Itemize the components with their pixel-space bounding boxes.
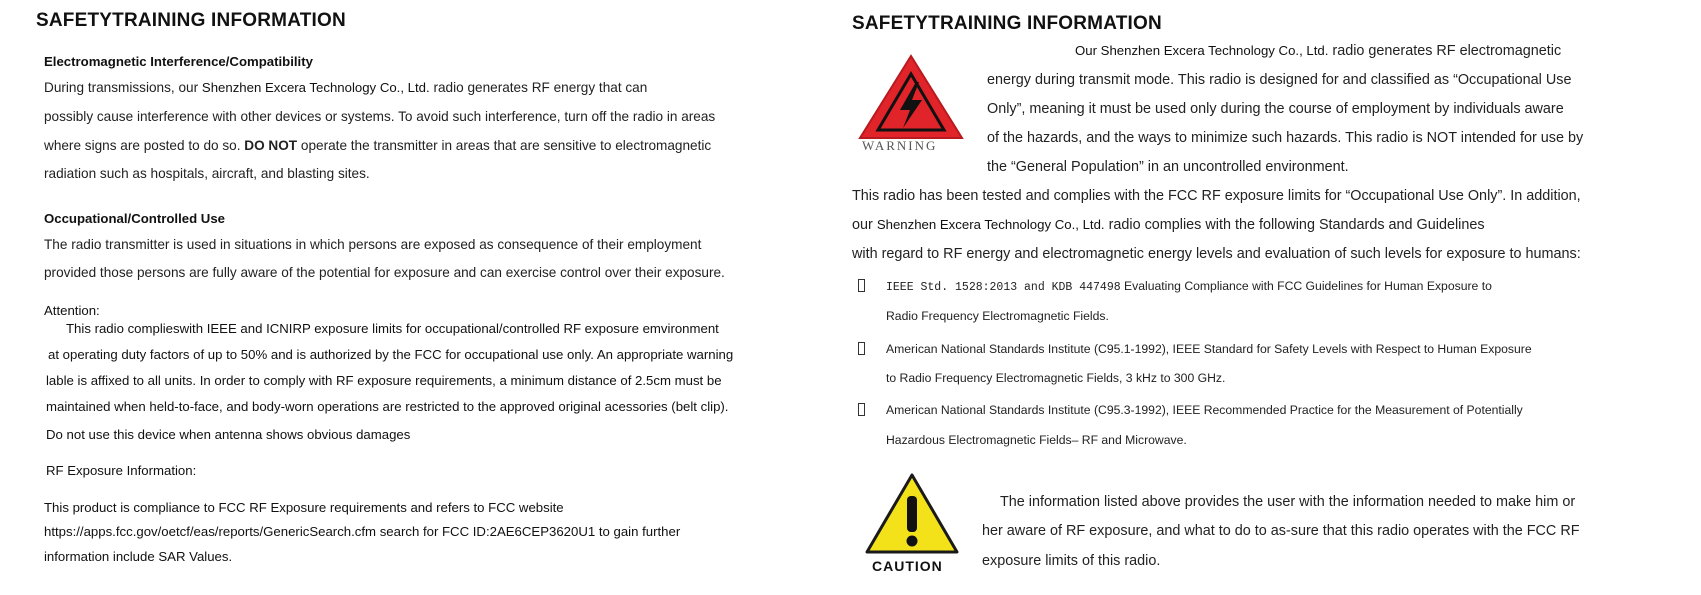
rf-line-1: This product is compliance to FCC RF Exposure requirements and refers to FCC website xyxy=(44,500,564,515)
emi-line-3 xyxy=(44,138,711,153)
attention-line-2: at operating duty factors of up to 50% and is authorized by the FCC for occupational use only. An appropriate warning xyxy=(48,347,734,362)
bullet-3-line-2: Hazardous Electromagnetic Fields– RF and Microwave. xyxy=(886,433,1187,447)
company-name: Our Shenzhen Excera Technology Co., Ltd. xyxy=(1075,43,1329,58)
occ-line-1: The radio transmitter is used in situations in which persons are exposed as consequence of their employment xyxy=(44,237,702,252)
caution-line-1: The information listed above provides the user with the information needed to make him or xyxy=(1000,494,1576,510)
caution-triangle-icon xyxy=(864,472,960,556)
emi-heading: Electromagnetic Interference/Compatibility xyxy=(44,54,313,69)
p1-line-4: of the hazards, and the ways to minimize such hazards. This radio is NOT intended for use by xyxy=(987,130,1584,146)
p1-line-5: the “General Population” in an uncontrolled environment. xyxy=(987,159,1349,175)
rf-line-3: information include SAR Values. xyxy=(44,549,233,564)
emi-line-1 xyxy=(44,80,647,95)
right-title: SAFETYTRAINING INFORMATION xyxy=(852,13,1162,34)
emi-text: During transmissions, our xyxy=(44,80,202,95)
attention-label: Attention: xyxy=(44,303,100,318)
occ-line-2: provided those persons are fully aware of the potential for exposure and can exercise control over their exposure. xyxy=(44,265,725,280)
bullet-2-line-2: to Radio Frequency Electromagnetic Fields, 3 kHz to 300 GHz. xyxy=(886,371,1226,385)
bullet-1-line-1 xyxy=(886,279,1492,294)
rf-heading: RF Exposure Information: xyxy=(46,463,197,478)
warning-sign xyxy=(856,52,966,156)
attention-line-3: lable is affixed to all units. In order to comply with RF exposure requirements, a minimum distance of 2.5cm must be xyxy=(46,373,722,388)
attention-line-1: This radio complieswith IEEE and ICNIRP exposure limits for occupational/controlled RF exposure emvironment xyxy=(66,321,719,336)
warning-triangle-icon xyxy=(856,52,966,142)
do-not-emphasis: DO NOT xyxy=(244,138,298,153)
bullet-3-line-1: American National Standards Institute (C95.3-1992), IEEE Recommended Practice for the Measurement of Potentially xyxy=(886,403,1523,417)
emi-text: radio generates RF energy that can xyxy=(429,80,648,95)
bullet-1-line-2: Radio Frequency Electromagnetic Fields. xyxy=(886,309,1109,323)
rf-line-2: https://apps.fcc.gov/oetcf/eas/reports/GenericSearch.cfm search for FCC ID:2AE6CEP3620U1 to gain further xyxy=(44,524,681,539)
p1-line-3: Only”, meaning it must be used only during the course of employment by individuals aware xyxy=(987,101,1564,117)
p2-text: our xyxy=(852,217,877,233)
company-name: Shenzhen Excera Technology Co., Ltd. xyxy=(876,217,1105,232)
emi-text: where signs are posted to do so. xyxy=(44,138,245,153)
bullet-text: Evaluating Compliance with FCC Guidelines for Human Exposure to xyxy=(1120,279,1492,293)
left-title: SAFETYTRAINING INFORMATION xyxy=(36,10,346,31)
emi-text: operate the transmitter in areas that are sensitive to electromagnetic xyxy=(297,138,712,153)
standard-ref: IEEE Std. 1528:2013 and KDB 447498 xyxy=(886,281,1121,294)
warning-label: WARNING xyxy=(862,138,938,153)
occ-heading: Occupational/Controlled Use xyxy=(44,211,225,226)
bullet-marker xyxy=(858,279,865,292)
caution-line-2: her aware of RF exposure, and what to do to as-sure that this radio operates with the FCC RF xyxy=(982,523,1580,539)
antenna-warning: Do not use this device when antenna shows obvious damages xyxy=(46,427,411,442)
attention-line-4: maintained when held-to-face, and body-worn operations are restricted to the approved original acessories (belt clip). xyxy=(46,399,729,414)
p2-line-1: This radio has been tested and complies with the FCC RF exposure limits for “Occupational Use Only”. In addition, xyxy=(852,188,1581,204)
emi-line-2: possibly cause interference with other devices or systems. To avoid such interference, turn off the radio in areas xyxy=(44,109,716,124)
caution-line-3: exposure limits of this radio. xyxy=(982,553,1161,569)
emi-line-4: radiation such as hospitals, aircraft, and blasting sites. xyxy=(44,166,370,181)
bullet-marker xyxy=(858,342,865,355)
caution-sign xyxy=(864,472,964,582)
caution-label: CAUTION xyxy=(872,558,943,574)
p2-text: radio complies with the following Standards and Guidelines xyxy=(1104,217,1485,233)
company-name: Shenzhen Excera Technology Co., Ltd. xyxy=(201,80,430,95)
p1-line-1 xyxy=(1075,43,1561,59)
p2-line-3: with regard to RF energy and electromagnetic energy levels and evaluation of such levels for exposure to humans: xyxy=(852,246,1581,262)
p2-line-2 xyxy=(852,217,1485,233)
p1-line-2: energy during transmit mode. This radio is designed for and classified as “Occupational Use xyxy=(987,72,1572,88)
p1-text: radio generates RF electromagnetic xyxy=(1328,43,1562,59)
bullet-2-line-1: American National Standards Institute (C95.1-1992), IEEE Standard for Safety Levels with Respect to Human Exposure xyxy=(886,342,1532,356)
bullet-marker xyxy=(858,403,865,416)
